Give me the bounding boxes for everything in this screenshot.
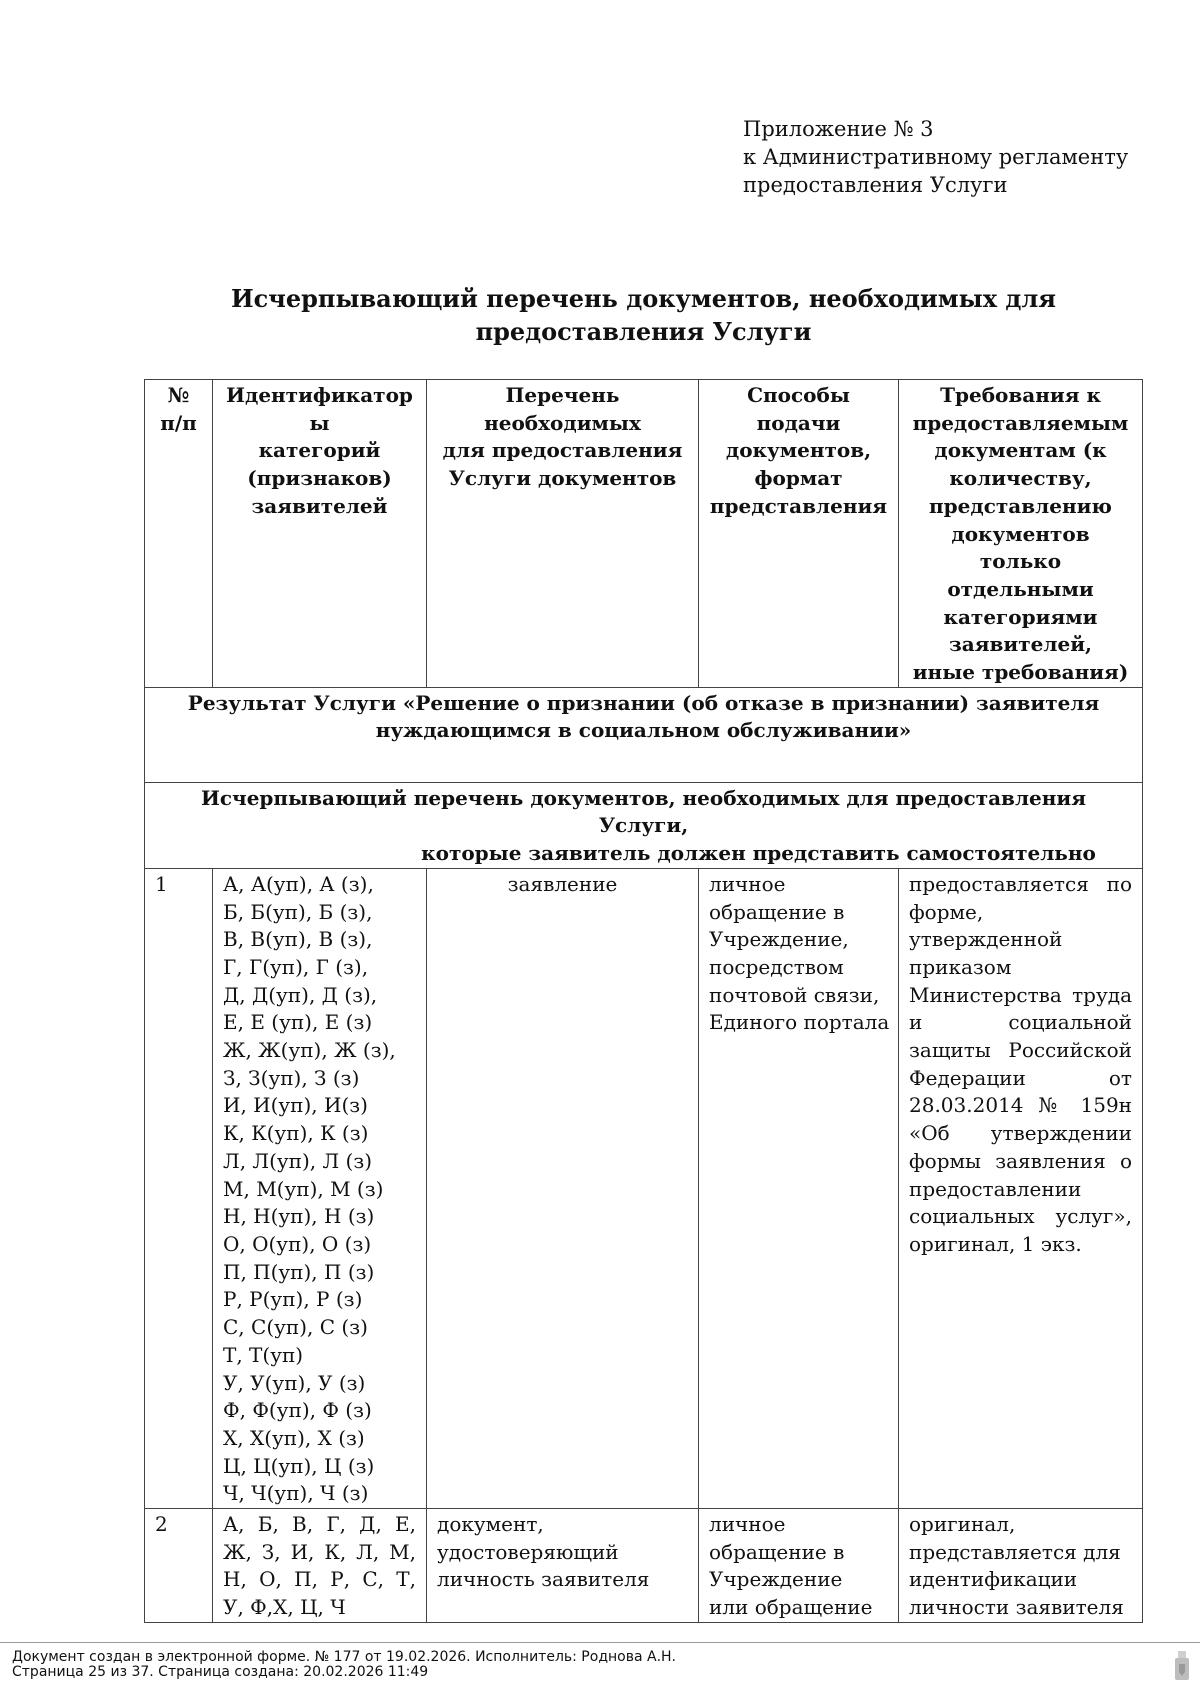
footer-divider (0, 1642, 1200, 1643)
footer-page-info: Страница 25 из 37. Страница создана: 20.02.2026 11:49 (12, 1664, 429, 1680)
table-row (145, 1509, 1143, 1623)
header-documents: Перечень необходимых для предоставления Услуги документов (427, 380, 699, 688)
section-result: Результат Услуги «Решение о признании (об отказе в признании) заявителя нуждающимся в социальном обслуживании» (145, 687, 1143, 782)
appendix-service: предоставления Услуги (743, 173, 1008, 197)
header-methods: Способы подачи документов, формат представления (699, 380, 899, 688)
footer (12, 1650, 676, 1680)
row-identifiers: А, А(уп), А (з), Б, Б(уп), Б (з), В, В(уп), В (з), Г, Г(уп), Г (з), Д, Д(уп), Д (з), Е, Е (уп), Е (з) Ж, Ж(уп), Ж (з), З, З(уп), З (з) И, И(уп), И(з) К, К(уп), К (з) Л, Л(уп), Л (з) М, М(уп), М (з) Н, Н(уп), Н (з) О, О(уп), О (з) П, П(уп), П (з) Р, Р(уп), Р (з) С, С(уп), С (з) Т, Т(уп) У, У(уп), У (з) Ф, Ф(уп), Ф (з) Х, Х(уп), Х (з) Ц, Ц(уп), Ц (з) Ч, Ч(уп), Ч (з) (213, 868, 427, 1508)
row-document: документ, удостоверяющий личность заявителя (427, 1509, 699, 1623)
title-line-1: Исчерпывающий перечень документов, необходимых для (230, 284, 1057, 313)
appendix-header (743, 115, 1129, 199)
row-document: заявление (427, 868, 699, 1508)
appendix-number: Приложение № 3 (743, 117, 934, 141)
header-num: № п/п (145, 380, 213, 688)
row-requirements: предоставляется по форме, утвержденной приказом Министерства труда и социальной защиты Российской Федерации от 28.03.2014 № 159н «Об утверждении формы заявления о предоставлении социальных услуг», оригинал, 1 экз. (899, 868, 1143, 1508)
row-methods: личное обращение в Учреждение или обращение (699, 1509, 899, 1623)
appendix-reference: к Административному регламенту (743, 145, 1129, 169)
document-title (146, 282, 1141, 348)
header-requirements: Требования к предоставляемым документам (к количеству, представлению документов только отдельными категориями заявителей, иные требования) (899, 380, 1143, 688)
row-requirements: оригинал, представляется для идентификации личности заявителя (899, 1509, 1143, 1623)
table-row (145, 868, 1143, 1508)
coat-of-arms-icon (1173, 1648, 1191, 1682)
section-result-row (145, 687, 1143, 782)
header-identifiers: Идентификатор ы категорий (признаков) заявителей (213, 380, 427, 688)
title-line-2: предоставления Услуги (475, 317, 812, 346)
footer-document-info: Документ создан в электронной форме. № 177 от 19.02.2026. Исполнитель: Роднова А.Н. (12, 1649, 677, 1665)
row-num: 2 (145, 1509, 213, 1623)
section-list-row (145, 782, 1143, 868)
documents-table (144, 379, 1143, 1623)
row-identifiers: А, Б, В, Г, Д, Е, Ж, З, И, К, Л, М, Н, О, П, Р, С, Т, У, Ф,Х, Ц, Ч (213, 1509, 427, 1623)
row-methods: личное обращение в Учреждение, посредством почтовой связи, Единого портала (699, 868, 899, 1508)
row-num: 1 (145, 868, 213, 1508)
table-header-row (145, 380, 1143, 688)
section-list: Исчерпывающий перечень документов, необходимых для предоставления Услуги, которые заявитель должен представить самостоятельно (145, 782, 1143, 868)
